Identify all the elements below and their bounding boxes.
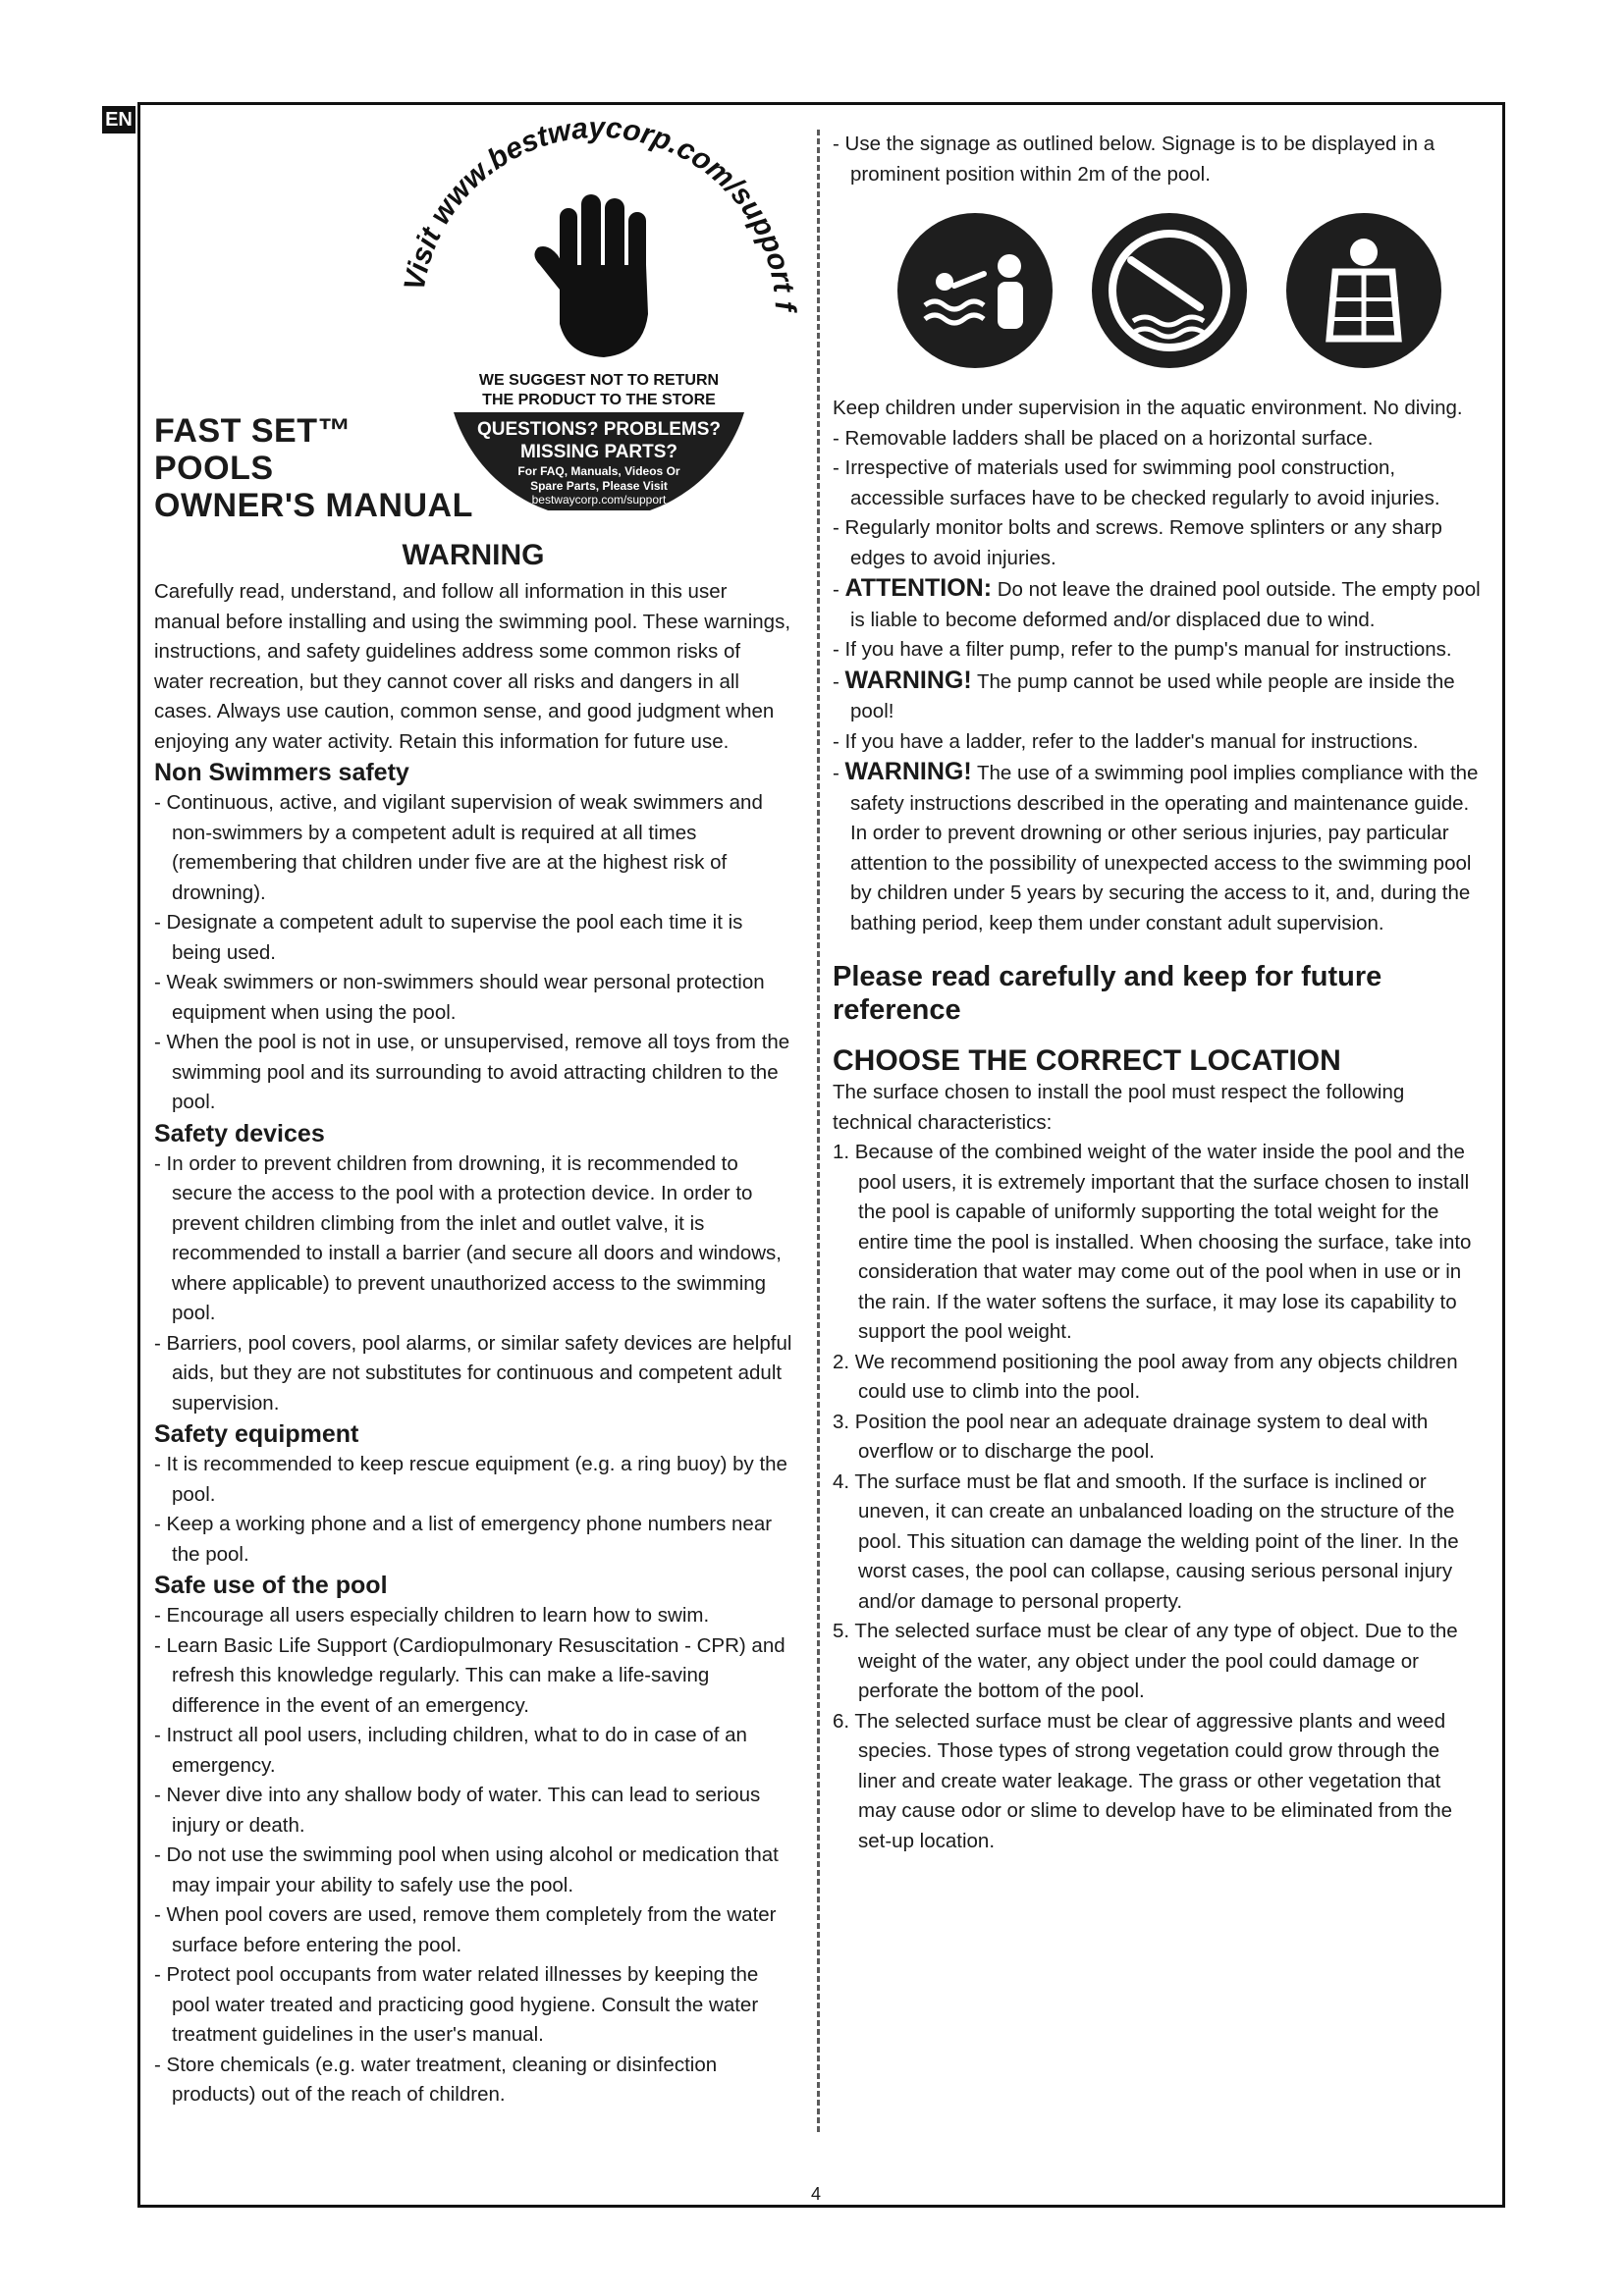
list-item: 6. The selected surface must be clear of aggressive plants and weed species. Those types of strong vegetation could grow through the liner and create water leakage. The grass or other vegetation that may cause odor or slime to develop have to be eliminated from the set-up location. (833, 1709, 1453, 1852)
stamp-line-7: bestwaycorp.com/support (531, 493, 667, 507)
list-item: - Store chemicals (e.g. water treatment, cleaning or disinfection products) out of the reach of children. (154, 2053, 718, 2106)
stamp-line-6: Spare Parts, Please Visit (530, 479, 668, 493)
warning-compliance-item: - WARNING! The use of a swimming pool implies compliance with the safety instructions described in the operating and maintenance guide. In order to prevent drowning or other serious injuries, pay particular attention to the possibility of unexpected access to the swimming pool by children under 5 years by securing the access to it, and, during the bathing period, keep them under constant adult supervision. (833, 758, 1479, 934)
no-diving-sign-icon (1092, 213, 1247, 368)
warning-intro: Carefully read, understand, and follow all information in this user manual before installing and using the swimming pool. These warnings, instructions, and safety guidelines address some common risks of water recreation, but they cannot cover all risks and dangers in all cases. Always use caution, common sense, and good judgment when enjoying any water activity. Retain this information for future use. (154, 580, 791, 753)
list-item: - Weak swimmers or non-swimmers should wear personal protection equipment when using the pool. (154, 971, 765, 1024)
attention-label: ATTENTION: (844, 574, 993, 602)
title-line-3: OWNER'S MANUAL (154, 487, 473, 524)
list-item: - Continuous, active, and vigilant supervision of weak swimmers and non-swimmers by a competent adult is required at all times (remembering that children under five are at the highest risk of drowning). (154, 791, 763, 904)
warning-heading: WARNING (402, 539, 545, 571)
warning-pump-text: The pump cannot be used while people are inside the pool! (850, 669, 1455, 722)
list-item: - Never dive into any shallow body of water. This can lead to serious injury or death. (154, 1784, 761, 1837)
list-item: - Instruct all pool users, including children, what to do in case of an emergency. (154, 1724, 747, 1777)
column-divider (817, 130, 820, 2132)
stamp-line-1: WE SUGGEST NOT TO RETURN (478, 372, 720, 389)
list-item: 3. Position the pool near an adequate drainage system to deal with overflow or to discharge the pool. (833, 1410, 1429, 1463)
attention-item: - ATTENTION: Do not leave the drained pool outside. The empty pool is liable to become deformed and/or displaced due to wind. (833, 574, 1481, 631)
list-item: - Removable ladders shall be placed on a horizontal surface. (833, 426, 1374, 450)
warning-pump-item: - WARNING! The pump cannot be used while people are inside the pool! (833, 666, 1455, 722)
list-item: - If you have a ladder, refer to the ladder's manual for instructions. (833, 729, 1419, 753)
location-heading: CHOOSE THE CORRECT LOCATION (833, 1044, 1341, 1077)
supervision-note: Keep children under supervision in the aquatic environment. No diving. (833, 397, 1463, 419)
signage-intro: - Use the signage as outlined below. Signage is to be displayed in a prominent position within 2m of the pool. (833, 133, 1435, 186)
list-item: - When pool covers are used, remove them completely from the water surface before entering the pool. (154, 1903, 777, 1956)
list-item: - Learn Basic Life Support (Cardiopulmonary Resuscitation - CPR) and refresh this knowledge regularly. This can make a life-saving difference in the event of an emergency. (154, 1633, 785, 1717)
list-item: 2. We recommend positioning the pool away from any objects children could use to climb into the pool. (833, 1350, 1458, 1403)
warning-compliance-label: WARNING! (844, 758, 972, 785)
list-item: - When the pool is not in use, or unsupervised, remove all toys from the swimming pool and its surrounding to avoid attracting children to the pool. (154, 1031, 790, 1113)
list-item: - Encourage all users especially children to learn how to swim. (154, 1604, 710, 1627)
list-item: 5. The selected surface must be clear of any type of object. Due to the weight of the water, any object under the pool could damage or perforate the bottom of the pool. (833, 1620, 1458, 1702)
stamp-line-4: MISSING PARTS? (519, 442, 678, 462)
list-item: - Do not use the swimming pool when using alcohol or medication that may impair your ability to safely use the pool. (154, 1843, 779, 1896)
please-read-heading: Please read carefully and keep for future reference (833, 961, 1382, 1026)
list-item: - Regularly monitor bolts and screws. Remove splinters or any sharp edges to avoid injuries. (833, 516, 1442, 569)
list-item: - Irrespective of materials used for swimming pool construction, accessible surfaces have to be checked regularly to avoid injuries. (833, 456, 1440, 509)
attention-text: Do not leave the drained pool outside. The empty pool is liable to become deformed and/or displaced due to wind. (850, 578, 1481, 631)
list-item: 4. The surface must be flat and smooth. If the surface is inclined or uneven, it can create an unbalanced loading on the structure of the pool. This situation can damage the welding point of the liner. In the worst cases, the pool can collapse, causing serious personal injury and/or damage to personal property. (833, 1469, 1459, 1613)
page-number: 4 (811, 2184, 822, 2204)
list-item: - Protect pool occupants from water related illnesses by keeping the pool water treated and practicing good hygiene. Consult the water treatment guidelines in the user's manual. (154, 1963, 759, 2046)
language-tab: EN (102, 106, 135, 133)
warning-compliance-text: The use of a swimming pool implies compliance with the safety instructions described in the operating and maintenance guide. In order to prevent drowning or other serious injuries, pay particular attention to the possibility of unexpected access to the swimming pool by children under 5 years by securing the access to it, and, during the bathing period, keep them under constant adult supervision. (850, 762, 1479, 934)
list-item: - Barriers, pool covers, pool alarms, or similar safety devices are helpful aids, but they are not substitutes for continuous and competent adult supervision. (154, 1331, 792, 1415)
list-item: - Keep a working phone and a list of emergency phone numbers near the pool. (154, 1513, 773, 1566)
section-heading-safety-equipment: Safety equipment (154, 1420, 359, 1448)
life-vest-sign-icon (1286, 213, 1441, 368)
section-heading-safe-use: Safe use of the pool (154, 1572, 388, 1599)
support-arc-text: Visit www.bestwaycorp.com/support f (398, 118, 802, 312)
stamp-line-5: For FAQ, Manuals, Videos Or (517, 464, 680, 478)
section-heading-non-swimmers: Non Swimmers safety (154, 759, 409, 786)
safety-signs (897, 213, 1481, 368)
warning-pump-label: WARNING! (844, 666, 972, 694)
right-column (833, 130, 1481, 1856)
location-intro: The surface chosen to install the pool must respect the following technical characteristics: (833, 1081, 1405, 1134)
stamp-line-2: THE PRODUCT TO THE STORE (482, 392, 716, 408)
title-line-2: POOLS (154, 450, 274, 487)
list-item: 1. Because of the combined weight of the water inside the pool and the pool users, it is extremely important that the surface chosen to install the pool is capable of uniformly supporting the total weight for the entire time the pool is installed. When choosing the surface, take into consideration that water may come out of the pool when in use or in the rain. If the water softens the surface, it may lose its capability to support the pool weight. (833, 1141, 1472, 1343)
left-column (154, 538, 792, 2110)
list-item: - It is recommended to keep rescue equipment (e.g. a ring buoy) by the pool. (154, 1453, 787, 1506)
stamp-line-3: QUESTIONS? PROBLEMS? (476, 419, 722, 440)
section-heading-safety-devices: Safety devices (154, 1119, 325, 1148)
manual-title (154, 412, 473, 524)
title-line-1: FAST SET™ (154, 412, 352, 450)
list-item: - Designate a competent adult to supervise the pool each time it is being used. (154, 911, 743, 964)
list-item: - If you have a filter pump, refer to the pump's manual for instructions. (833, 638, 1452, 661)
list-item: - In order to prevent children from drowning, it is recommended to secure the access to the pool with a protection device. In order to prevent children climbing from the inlet and outlet valve, it is recommended to install a barrier (and secure all doors and windows, where applicable) to prevent unauthorized access to the swimming pool. (154, 1151, 783, 1324)
supervise-children-sign-icon (897, 213, 1053, 368)
